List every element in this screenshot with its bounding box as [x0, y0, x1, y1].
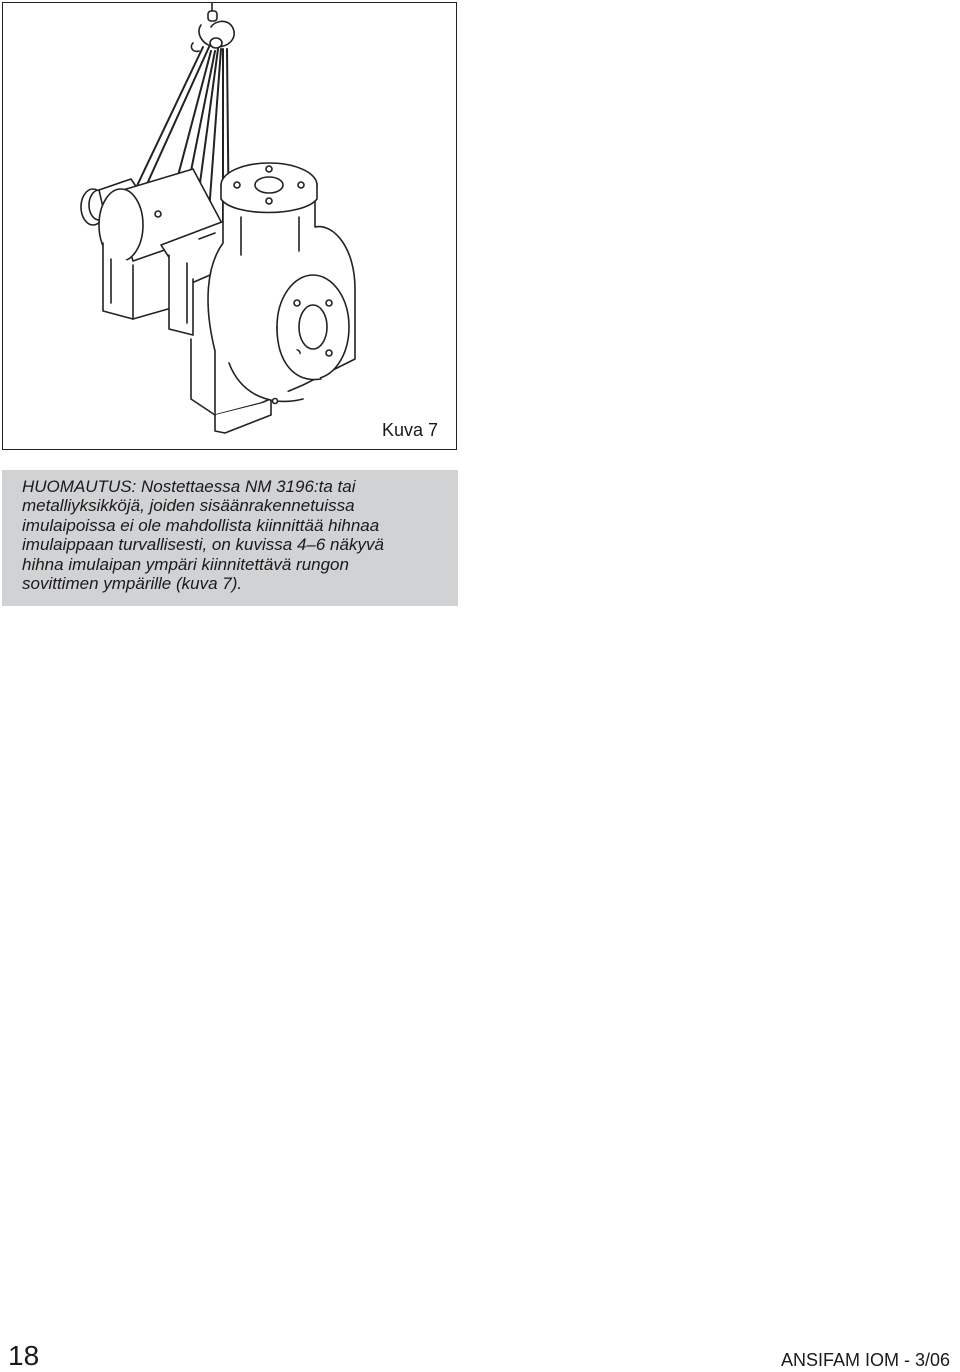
- crane-hook: [191, 3, 234, 51]
- document-id: ANSIFAM IOM - 3/06: [780, 1350, 950, 1370]
- note-line: HUOMAUTUS: Nostettaessa NM 3196:ta tai: [22, 477, 356, 496]
- pump-lifting-illustration: [3, 3, 455, 448]
- page-number: 18: [8, 1340, 40, 1371]
- note-box: [2, 470, 458, 606]
- note-line: imulaippaan turvallisesti, on kuvissa 4–6 näkyvä: [22, 535, 384, 555]
- figure-caption: Kuva 7: [381, 420, 438, 440]
- figure-frame: [2, 2, 457, 450]
- note-line: sovittimen ympärille (kuva 7).: [22, 574, 243, 594]
- pump-casing: [191, 163, 355, 433]
- note-line: imulaipoissa ei ole mahdollista kiinnittää hihnaa: [22, 515, 380, 535]
- note-line: hihna imulaipan ympäri kiinnitettävä rungon: [22, 554, 349, 574]
- note-line: metalliyksikköjä, joiden sisäänrakennetuissa: [22, 496, 355, 516]
